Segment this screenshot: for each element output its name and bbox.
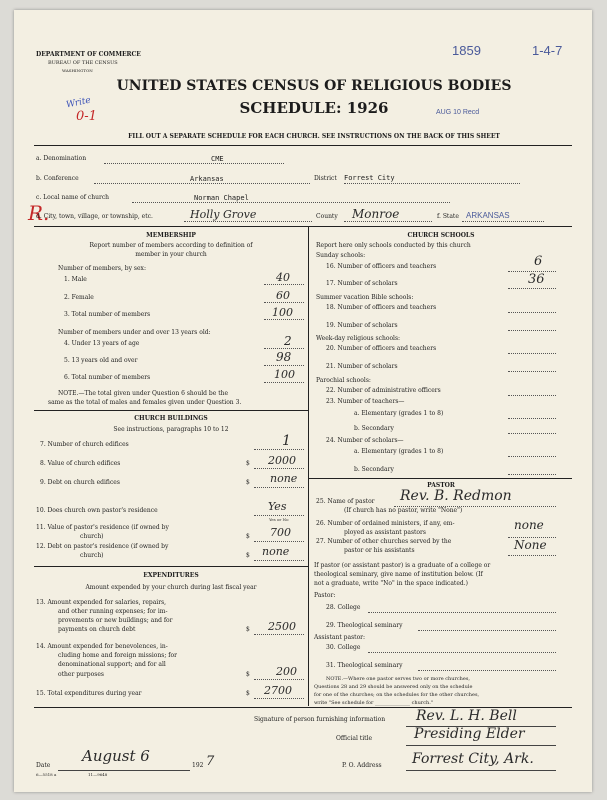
q21-label: 21. Number of scholars [326, 363, 398, 370]
q13-label-1: 13. Amount expended for salaries, repairs, [36, 599, 167, 606]
section-rule [34, 226, 572, 227]
q13-value: 2500 [268, 620, 296, 633]
q27-label-1: 27. Number of other churches served by the [316, 538, 452, 545]
q13-label-2: and other running expenses; for im- [58, 608, 168, 615]
q29-label: 29. Theological seminary [326, 622, 403, 629]
q5-label: 5. 13 years old and over [64, 357, 138, 364]
q24b-label: b. Secondary [354, 466, 394, 473]
q13-dollar: $ [246, 626, 250, 633]
q23-label: 23. Number of teachers— [326, 398, 405, 405]
q14-dollar: $ [246, 671, 250, 678]
q11-value: 700 [270, 526, 291, 539]
q15-label: 15. Total expenditures during year [36, 690, 142, 697]
q24-label: 24. Number of scholars— [326, 437, 404, 444]
q28-label: 28. College [326, 604, 361, 611]
write-note: Write [65, 95, 92, 111]
write-mark: 0-1 [76, 109, 97, 124]
by-sex-label: Number of members, by sex: [58, 265, 146, 272]
pastor-note-4: write "See schedule for ______________ church." [314, 700, 434, 706]
membership-note-1: NOTE.—The total given under Question 6 should be the [58, 390, 229, 397]
q15-value: 2700 [264, 684, 292, 697]
q27-value: None [514, 538, 547, 552]
weekday-label: Week-day religious schools: [316, 335, 401, 342]
q25-value: Rev. B. Redmon [400, 488, 512, 504]
q14-label-4: other purposes [58, 671, 104, 678]
q26-value: none [514, 518, 544, 532]
q30-label: 30. College [326, 644, 361, 651]
form-title: UNITED STATES CENSUS OF RELIGIOUS BODIES [116, 78, 512, 94]
schedule-title: SCHEDULE: 1926 [239, 99, 389, 117]
city-value: Holly Grove [190, 208, 257, 221]
county-label: County [316, 213, 338, 220]
sunday-label: Sunday schools: [316, 252, 366, 259]
q13-label-3: provements or new buildings; and for [58, 617, 173, 624]
q3-value: 100 [272, 306, 293, 319]
college-instr-1: If pastor (or assistant pastor) is a graduate of a college or [314, 562, 491, 569]
membership-title: MEMBERSHIP [146, 232, 196, 239]
q13-label-4: payments on church debt [58, 626, 136, 633]
q15-dollar: $ [246, 690, 250, 697]
conference-label: b. Conference [36, 175, 79, 182]
form-code: 1-4-7 [532, 43, 563, 58]
q7-value: 1 [282, 433, 291, 449]
q6-value: 100 [274, 368, 295, 381]
bureau: BUREAU OF THE CENSUS [48, 60, 118, 66]
buildings-subtitle: See instructions, paragraphs 10 to 12 [113, 426, 229, 433]
column-divider [308, 226, 309, 706]
pastor-sub-label: Pastor: [314, 592, 336, 599]
q9-value: none [270, 472, 298, 485]
form-print-code: 6—5518 a [36, 772, 57, 777]
q12-value: none [262, 545, 290, 558]
q3-label: 3. Total number of members [64, 311, 151, 318]
official-title-label: Official title [336, 735, 372, 742]
q10-label: 10. Does church own pastor's residence [36, 507, 158, 514]
pastor-note-2: Questions 28 and 29 should be answered only on the schedule [314, 684, 473, 690]
expenditures-subtitle: Amount expended by your church during last fiscal year [85, 584, 257, 591]
form-print-code-2: 11—9648 [88, 772, 108, 777]
yes-no-caption: Yes or No [269, 517, 289, 522]
q9-label: 9. Debt on church edifices [40, 479, 120, 486]
q26-label-2: ployed as assistant pastors [344, 529, 426, 536]
pastor-note-3: for one of the churches; on the schedules for the other churches, [314, 692, 480, 698]
q4-value: 2 [284, 334, 292, 348]
q18-label: 18. Number of officers and teachers [326, 304, 437, 311]
q4-label: 4. Under 13 years of age [64, 340, 140, 347]
washington: WASHINGTON [62, 68, 93, 73]
schools-subtitle: Report here only schools conducted by this church [316, 242, 471, 249]
asst-pastor-label: Assistant pastor: [314, 634, 366, 641]
q17-label: 17. Number of scholars [326, 280, 398, 287]
membership-note-2: same as the total of males and females given under Question 3. [48, 399, 242, 406]
buildings-title: CHURCH BUILDINGS [134, 415, 208, 422]
local-name-label: c. Local name of church [36, 194, 110, 201]
q8-label: 8. Value of church edifices [40, 460, 121, 467]
local-name-value: Norman Chapel [194, 194, 249, 202]
q2-value: 60 [276, 289, 290, 302]
official-title-value: Presiding Elder [414, 726, 525, 742]
q19-label: 19. Number of scholars [326, 322, 398, 329]
schools-title: CHURCH SCHOOLS [407, 232, 475, 239]
q8-value: 2000 [268, 454, 296, 467]
q8-dollar: $ [246, 460, 250, 467]
q1-label: 1. Male [64, 276, 87, 283]
q23b-label: b. Secondary [354, 425, 394, 432]
denomination-label: a. Denomination [36, 155, 87, 162]
q14-value: 200 [276, 665, 297, 678]
district-value: Forrest City [344, 174, 395, 182]
district-label: District [314, 175, 337, 182]
q23a-label: a. Elementary (grades 1 to 8) [354, 410, 444, 417]
q11-label-1: 11. Value of pastor's residence (if owned by [36, 524, 169, 531]
membership-intro-1: Report number of members according to definition of [89, 242, 253, 249]
q31-label: 31. Theological seminary [326, 662, 403, 669]
q7-label: 7. Number of church edifices [40, 441, 129, 448]
city-label: d. City, town, village, or township, etc. [36, 213, 153, 220]
instruction-line: FILL OUT A SEPARATE SCHEDULE FOR EACH CHURCH. SEE INSTRUCTIONS ON THE BACK OF THIS SHEET [128, 133, 500, 140]
q22-label: 22. Number of administrative officers [326, 387, 441, 394]
q20-label: 20. Number of officers and teachers [326, 345, 437, 352]
date-label: Date [36, 762, 51, 769]
received-stamp: AUG 10 Recd [436, 109, 480, 116]
census-form [14, 10, 592, 792]
parochial-label: Parochial schools: [316, 377, 371, 384]
q14-label-2: cluding home and foreign missions; for [58, 652, 177, 659]
by-age-label: Number of members under and over 13 years old: [58, 329, 211, 336]
q14-label-1: 14. Amount expended for benevolences, in- [36, 643, 168, 650]
date-value: August 6 [82, 747, 150, 765]
q26-label-1: 26. Number of ordained ministers, if any, em- [316, 520, 455, 527]
department: DEPARTMENT OF COMMERCE [36, 51, 141, 58]
q5-value: 98 [276, 350, 292, 364]
header-rule [34, 145, 572, 146]
signature-value: Rev. L. H. Bell [416, 708, 517, 724]
state-value: ARKANSAS [466, 211, 510, 220]
q12-label-1: 12. Debt on pastor's residence (if owned by [36, 543, 169, 550]
q17-value: 36 [528, 272, 545, 287]
po-address-value: Forrest City, Ark. [412, 751, 534, 767]
q6-label: 6. Total number of members [64, 374, 151, 381]
expenditures-title: EXPENDITURES [143, 572, 199, 579]
q16-label: 16. Number of officers and teachers [326, 263, 437, 270]
q2-label: 2. Female [64, 294, 94, 301]
q10-value: Yes [268, 500, 287, 513]
q9-dollar: $ [246, 479, 250, 486]
q25-label: 25. Name of pastor [316, 498, 375, 505]
form-number: 1859 [452, 43, 481, 58]
pastor-title: PASTOR [427, 482, 455, 489]
q11-label-2: church) [80, 533, 104, 540]
q14-label-3: denominational support; and for all [58, 661, 166, 668]
r-mark: R. [28, 201, 50, 225]
q24a-label: a. Elementary (grades 1 to 8) [354, 448, 444, 455]
state-label: f. State [437, 213, 459, 220]
q12-label-2: church) [80, 552, 104, 559]
denomination-value: CME [211, 155, 224, 163]
q27-label-2: pastor or his assistants [344, 547, 415, 554]
pastor-note-1: NOTE.—Where one pastor serves two or more churches, [326, 676, 471, 682]
q11-dollar: $ [246, 533, 250, 540]
year-digit: 7 [206, 754, 215, 769]
summer-label: Summer vacation Bible schools: [316, 294, 414, 301]
college-instr-3: not a graduate, write "No" in the space indicated.) [314, 580, 468, 587]
q16-value: 6 [534, 254, 543, 269]
conference-value: Arkansas [190, 175, 224, 183]
college-instr-2: theological seminary, give name of institution below. (If [314, 571, 483, 578]
signature-label: Signature of person furnishing information [254, 716, 386, 723]
membership-intro-2: member in your church [135, 251, 207, 258]
po-address-label: P. O. Address [342, 762, 382, 769]
q25-note: (If church has no pastor, write "None") [344, 507, 463, 514]
q1-value: 40 [276, 271, 290, 284]
county-value: Monroe [352, 207, 400, 221]
year-prefix: 192 [192, 762, 204, 769]
q12-dollar: $ [246, 552, 250, 559]
